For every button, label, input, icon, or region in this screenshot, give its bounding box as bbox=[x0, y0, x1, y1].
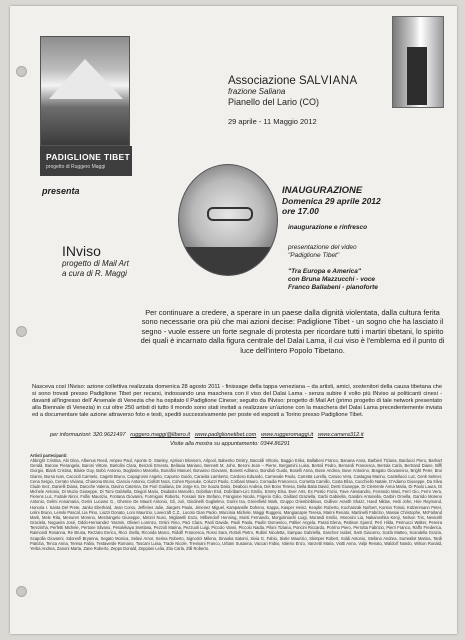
organizer-location: Pianello del Lario (CO) bbox=[228, 97, 320, 107]
inauguration-title: INAUGURAZIONE bbox=[282, 185, 363, 196]
visit-info: Visite alla mostra su appuntamento: 0344.86291 bbox=[170, 441, 290, 447]
project-title: INviso bbox=[62, 243, 101, 259]
email-link[interactable]: ruggero.maggi@libero.it bbox=[130, 432, 191, 438]
logo-subtitle: progetto di Ruggero Maggi bbox=[46, 164, 106, 170]
project-subtitle: progetto di Mail Art bbox=[62, 259, 129, 268]
padiglione-tibet-logo bbox=[40, 146, 132, 176]
presenta-label: presenta bbox=[42, 186, 80, 196]
organizer-name: Associazione SALVIANA bbox=[228, 75, 358, 87]
music-performance: "Tra Europa e America" con Bruna Mazzucchi - voce Franco Ballabeni - pianoforte bbox=[288, 268, 378, 291]
artists-list: Abbright Cristina, Abi Dina, Albenus Reed, Ampex Paul, Aponte D. Stanley, Aprison Blossom, Arlpool, Babenko Dmitry, Baccalli Vittorio, Baggio Erika, Ballabeni Franco, Banana Anna, Barbieri Tiziana, Barducci Piero, Barhart Gerald, Barone Pierangela, Baroni Vittore, Bartolini Clara, Benzoli Ernesto, Bellavia Mariano, Bennett M. John, Beroni Jean – Pierre, Bergamini Luisa, Bertoli Pedro, Bernardi Francesca, Bertola Carla, Bertrand Diane, Biffi Giorgio, Blank Cristina, Blaise Guy, Bobò Antonio, Bogliarino Marcella, Bonafini Manuel, Bonanno Giovanni, Bonetti Adriano, Bondioli Guido, Boselli Anna, Bossi Andrea, Bove Antonino, Bragato Giovannino, Bright Peter, Broi Gianni, Bursa Ivan, Caccioli Carmelo, Cagetti Bruno, Capogrossi Angelo, Capurso Guido, Caravita Lamberto, Cardoso Eduardo, Carnevale Paolo, Carretta Lorella, Caruso Vera, Castagna Marino, Castellucci Luz, Cenk Selmer, Cena Sergio, Cerrato Viviana, Chiarona Bruno, Ciancio Antonio, Ciollott Nora, Cohen Ryosuke, Coluzzi Paolo, Corbani Mauro, Cornadia Francesco, Cornetta Camillo, Costa Elisa, Cucchiello Natale, D'Adamo Giuseppe, Da Silva Clude Inez, Danielli Diana, Daroche Valeria, Davino Caterina, De Fiori Giuliana, De Jorge Ko, De Souza Dario, Deaboci Andrea, Del Bono Teresa, Della Baita David, Denti Giuseppe, Di Clemente Anna Maria, Di Paolo Laura, Di Michele Antonio, Di Muzio Giuseppe, Di Tomi Gabriella, Diegoli Mario, Diodatini Marcello, Dobrikan Erol, Dobribam-Lirc Emilio, Emmy Elsa, Ever Arts, Ex Postio Fazio, Fave Alessandro, Ferrando Masi, Ferri Gio, Ferro Vera, Fierens Luc, Fodale Ninni, Follin Maurizio, Fontana Giovanni, Formigoni Roberto, Fossani Sire Stefano, Frangione Nicola, Frigerio Gilio, Gaillard Graziella, Garbi Gabriella, Gandini Antonella, Garbin Ornella, Garrido Moreno Antonio, Gelmi Annamaria, Gerini Luciano G., Ghenne De Maurit Antonio, Gli, Juri, Gindinelli Guglielmo, Gorini Isa, Greenfield Mark, Gruppo Grienbinblivus, Gulliver Aranth Shazz, Haed Niklas, Heiti John, Hire Raymond, Honoria I. Santa Del Prete, Janko Eberhard, Jean Corso, Jefferies Julie, Jiargers Paula, Jimenez Miguel, Kampanelle Doheno, Kappa, Kasper Heinz, Keoplin Roberto, Kochanzak Norbert, Kontos Tomai, Külzenmann Peter, Lelini Bruno, Lenski Pascal, Lia Pino, Liuzzi Donato, Loro Maurizio, Lovecraft C.Z., Lucoto Gian Paolo, Maccinia Michele, Maggi Ruggero, Mangiacapre Teresa, Marini Renato, Martinelli Fabrizio, Massai Christophe, McFarland Mark, Mele Rita, Menuren Moreno, Mestrangelo Giuseppe, Metzel Nunc, Migliarelli Enzo, Milbendorf Henning, Monti Fernando, Morgotiniachi Luigi, Morandi Emilio, Morosini Lia, Nakanoshita Kenji, Nelson Tris, Nevicelli Graciela, Nogueira José, Oddo-Hernandez Yasmin, Olivieri Lorenzo, Orsini Rino, Paci Clara, Paoli Davide, Paoli Paola, Paolin Domenico, Paltier Angela, Parati Elena, Pattison Sjoerd, Perì Hilda, Perinucci Walter, Pereira Terezinha, Perfetti Michele, Pertone Silvano, Pesolekaya Svetlana, Pezzoli Marina, Pezzuoli Luigi, Piccolo Vanni, Piccolo Nadia, Piloni Tiziana, Poncini Riccardo, Porrino Piero, Perrotta Fabrizio, Pierri Franco, Raffo Frederica, Raimondi Rosanna, Re Bruna, Rezzato Enrico, Ricci Stella, Riconda Marco, Ridolfi Francesca, Rossi Sara, Rottoli Pietro, Rubini Nicoletta, Sampao Gabriella, Sanchez Isabel, Sarti Giacomo, Scafa Matteo, Scandella Grazia, Scapolla Giovanni, Sdoresfi Bryanna, Segato Monica, Selavi Amor, Serina Roberto, Signorini Milena, Sinaoka Satomi, Sivia G. Fabio, Sixtie Maurizio, Skimper Robert, Soldi Antonio, Stefano Andrea, Surrealist Marina, Tardi Patrizia, Tenca Anna, Teresa Fabio, Testaverde Romano, Toscani Luisa, Trade Nicole, Trevisani Franco, Urbani Susanna, Vaccari Fabio, Valerio Enzo, Vanzetti Maria, Viotti Anna, Volpi Renato, Waldorf Nando, Wilson Ronald, Yerba Andrea, Zanoni Marta, Zane Roberto, Zepps Donald, Zeppiani Lelia, Zito Carla, Zilli Roberto. bbox=[30, 458, 442, 551]
dalai-lama-portrait bbox=[178, 164, 278, 276]
project-curator: a cura di R. Maggi bbox=[62, 269, 127, 278]
punch-hole bbox=[16, 586, 27, 597]
contact-line: per informazioni: 320.9621497 ruggero.maggi@libero.it www.padiglionetibet.com www.ruggeromaggi.it www.camera312.it bbox=[50, 432, 364, 438]
intro-paragraph: Per continuare a credere, a sperare in un paese dalla dignità violentata, dalla cultura ferita sono necessarie ora più che mai azioni decise: Padiglione Tibet - un sogno che ha lasciato il segno - vuole essere un forte segnale di protesta per ricordare tutti i martiri tibetani, lo spirito dei quali è incarnato dalla figura centrale del Dalai Lama, il cui viso è l'emblema ed il punto di luce dell'intero Popolo Tibetano. bbox=[140, 308, 445, 355]
logo-title: PADIGLIONE TIBET bbox=[46, 152, 130, 162]
site-link-camera[interactable]: www.camera312.it bbox=[317, 432, 364, 438]
video-presentation: presentazione del video "Padiglione Tibet" bbox=[288, 244, 357, 259]
artists-heading: Artisti partecipanti: bbox=[30, 453, 68, 458]
body-paragraph: Nasceva così INviso: azione collettiva realizzata domenica 28 agosto 2011 - finissage della tappa veneziana – da artisti, amici, sostenitori della causa tibetana che si sono trovati presso Padiglione Tibet per recarsi, indossando una maschera con il viso del Dalai Lama - senza subire il volto più INviso ai politicanti cinesi - davanti all'ingresso dell' Arsenale di Venezia che ha ospitato il Padiglione Cinese; seguito da INviso: progetto di Mail Art (primo progetto di tale network presentato alla Biennale di Venezia) in cui oltre 250 artisti di tutto il mondo sono stati invitati a realizzare un'azione con la maschera del Dalai Lama precedentemente inviata ed a documentare tale azione attraverso foto e testi, spediti successivamente per poste ed esposti a Torino presso Padiglione Tibet. bbox=[32, 384, 442, 418]
mountain-photo bbox=[40, 36, 130, 146]
artists-section bbox=[30, 453, 442, 551]
building-photo bbox=[392, 16, 444, 108]
inauguration-date: Domenica 29 aprile 2012 bbox=[282, 196, 381, 206]
exhibition-dates: 29 aprile - 11 Maggio 2012 bbox=[228, 116, 317, 126]
project-block bbox=[62, 243, 182, 279]
site-link-padiglione[interactable]: www.padiglionetibet.com bbox=[194, 432, 257, 438]
inauguration-block bbox=[282, 186, 442, 216]
reception-line: inaugurazione e rinfresco bbox=[288, 224, 368, 231]
punch-hole bbox=[16, 326, 27, 337]
flyer-page bbox=[10, 6, 457, 634]
organizer-frazione: frazione Saliana bbox=[228, 86, 286, 96]
site-link-maggi[interactable]: www.ruggeromaggi.it bbox=[260, 432, 314, 438]
organizer-block bbox=[228, 76, 388, 127]
punch-hole bbox=[16, 66, 27, 77]
inauguration-time: ore 17.00 bbox=[282, 206, 319, 216]
